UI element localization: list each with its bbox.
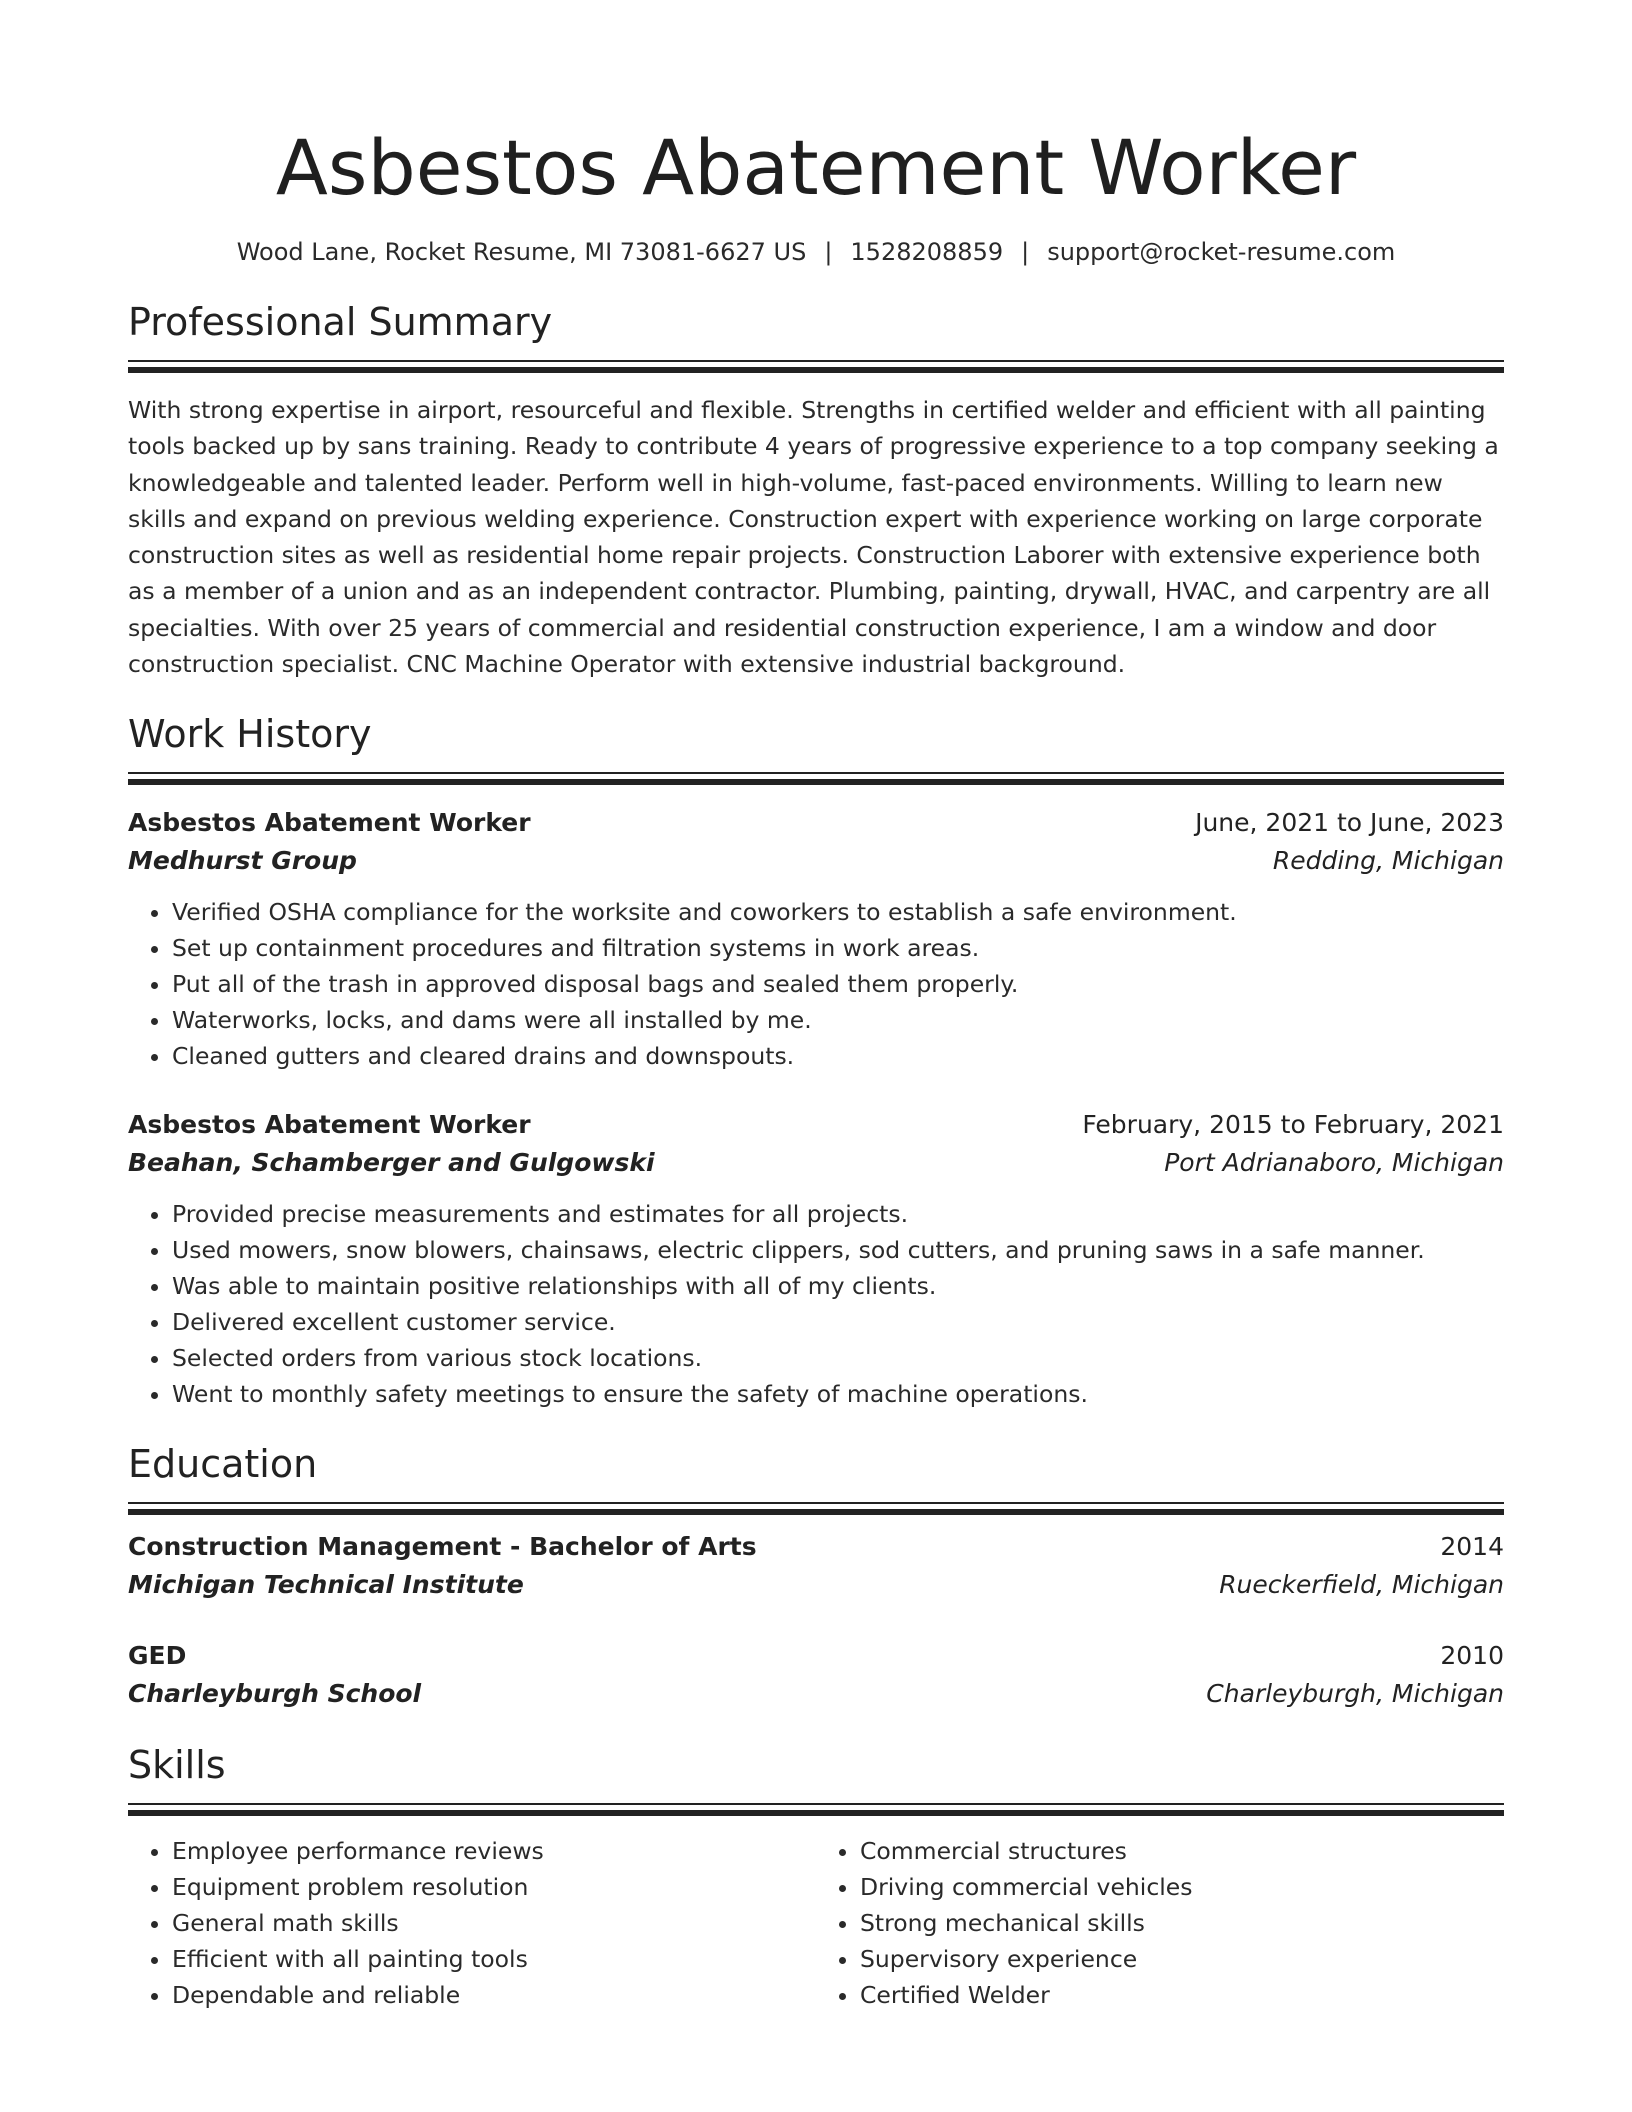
section-title-summary: Professional Summary — [128, 300, 553, 344]
list-item: • Employee performance reviews — [172, 1833, 816, 1869]
job-dates: February, 2015 to February, 2021 — [1082, 1110, 1504, 1140]
job-entry — [128, 1106, 1504, 1412]
list-item: • Selected orders from various stock locations. — [172, 1340, 1504, 1376]
work-section — [128, 710, 1504, 1412]
education-degree: GED — [128, 1641, 187, 1671]
section-title-education: Education — [128, 1442, 318, 1487]
section-divider — [128, 360, 1504, 362]
section-title-skills: Skills — [128, 1743, 226, 1788]
education-location: Rueckerfield, Michigan — [1219, 1570, 1504, 1600]
section-title-work: Work History — [128, 712, 372, 757]
resume-page — [128, 0, 1504, 2013]
list-item: • General math skills — [172, 1905, 816, 1941]
list-item: • Strong mechanical skills — [860, 1905, 1504, 1941]
list-item: • Verified OSHA compliance for the worksite and coworkers to establish a safe environment. — [172, 894, 1504, 930]
section-divider — [128, 1502, 1504, 1504]
education-entry — [128, 1637, 1504, 1713]
list-item: • Waterworks, locks, and dams were all installed by me. — [172, 1002, 1504, 1038]
contact-address: Wood Lane, Rocket Resume, MI 73081-6627 US — [236, 238, 807, 266]
education-degree: Construction Management - Bachelor of Arts — [128, 1532, 757, 1562]
job-header — [128, 804, 1504, 842]
education-year: 2014 — [1440, 1532, 1504, 1562]
education-year: 2010 — [1440, 1641, 1504, 1671]
list-item: • Efficient with all painting tools — [172, 1941, 816, 1977]
list-item: • Cleaned gutters and cleared drains and downspouts. — [172, 1038, 1504, 1074]
contact-separator: | — [1021, 238, 1030, 266]
contact-line — [128, 236, 1504, 268]
section-divider — [128, 772, 1504, 774]
contact-separator: | — [824, 238, 833, 266]
list-item: • Equipment problem resolution — [172, 1869, 816, 1905]
contact-email: support@rocket-resume.com — [1047, 238, 1396, 266]
summary-section — [128, 298, 1504, 682]
contact-phone: 1528208859 — [850, 238, 1004, 266]
job-location: Port Adrianaboro, Michigan — [1164, 1148, 1504, 1178]
education-header — [128, 1528, 1504, 1566]
list-item: • Supervisory experience — [860, 1941, 1504, 1977]
education-location: Charleyburgh, Michigan — [1206, 1679, 1504, 1709]
job-bullets — [128, 1196, 1504, 1412]
skills-grid — [128, 1833, 1504, 2013]
job-location: Redding, Michigan — [1272, 846, 1504, 876]
job-header — [128, 1106, 1504, 1144]
job-company: Beahan, Schamberger and Gulgowski — [128, 1148, 655, 1178]
education-school: Michigan Technical Institute — [128, 1570, 524, 1600]
list-item: • Went to monthly safety meetings to ensure the safety of machine operations. — [172, 1376, 1504, 1412]
job-entry — [128, 804, 1504, 1074]
education-entry — [128, 1528, 1504, 1604]
skills-list-left — [128, 1833, 816, 2013]
resume-name: Asbestos Abatement Worker — [275, 123, 1357, 212]
list-item: • Certified Welder — [860, 1977, 1504, 2013]
list-item: • Set up containment procedures and filtration systems in work areas. — [172, 930, 1504, 966]
job-bullets — [128, 894, 1504, 1074]
list-item: • Provided precise measurements and estimates for all projects. — [172, 1196, 1504, 1232]
list-item: • Put all of the trash in approved disposal bags and sealed them properly. — [172, 966, 1504, 1002]
list-item: • Commercial structures — [860, 1833, 1504, 1869]
summary-text: With strong expertise in airport, resourceful and flexible. Strengths in certified welder and efficient with all painting tools backed up by sans training. Ready to contribute 4 years of progressive experience to a top company seeking a knowledgeable and talented leader. Perform well in high-volume, fast-paced environments. Willing to learn new skills and expand on previous welding experience. Construction expert with experience working on large corporate construction sites as well as residential home repair projects. Construction Laborer with extensive experience both as a member of a union and as an independent contractor. Plumbing, painting, drywall, HVAC, and carpentry are all specialties. With over 25 years of commercial and residential construction experience, I am a window and door construction specialist. CNC Machine Operator with extensive industrial background. — [128, 396, 1499, 679]
job-title: Asbestos Abatement Worker — [128, 1110, 531, 1140]
list-item: • Driving commercial vehicles — [860, 1869, 1504, 1905]
job-dates: June, 2021 to June, 2023 — [1195, 808, 1504, 838]
education-subheader — [128, 1675, 1504, 1713]
job-title: Asbestos Abatement Worker — [128, 808, 531, 838]
list-item: • Dependable and reliable — [172, 1977, 816, 2013]
education-school: Charleyburgh School — [128, 1679, 422, 1709]
job-subheader — [128, 842, 1504, 880]
list-item: • Used mowers, snow blowers, chainsaws, electric clippers, sod cutters, and pruning saws in a safe manner. — [172, 1232, 1504, 1268]
section-divider — [128, 1803, 1504, 1805]
skills-section — [128, 1741, 1504, 2013]
education-section — [128, 1440, 1504, 1713]
education-header — [128, 1637, 1504, 1675]
job-company: Medhurst Group — [128, 846, 357, 876]
list-item: • Was able to maintain positive relationships with all of my clients. — [172, 1268, 1504, 1304]
job-subheader — [128, 1144, 1504, 1182]
list-item: • Delivered excellent customer service. — [172, 1304, 1504, 1340]
education-subheader — [128, 1566, 1504, 1604]
skills-list-right — [816, 1833, 1504, 2013]
